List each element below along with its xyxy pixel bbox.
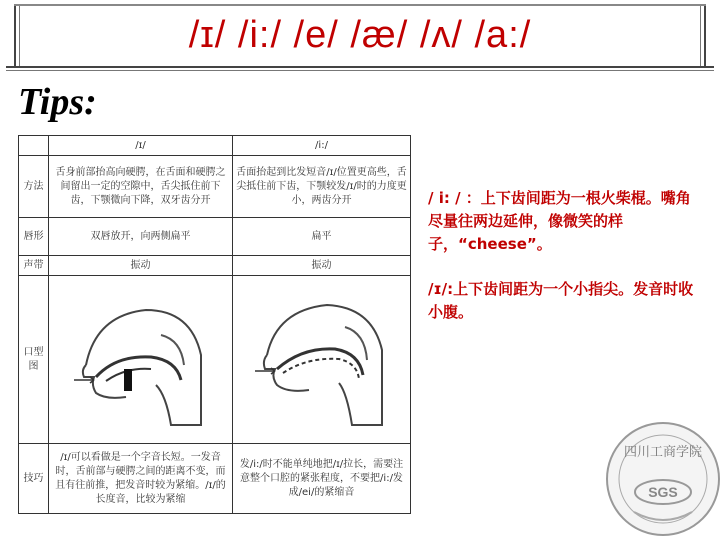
mouth-diagram-cell <box>49 276 233 444</box>
table-row <box>19 276 411 444</box>
tips-heading: Tips: <box>18 81 97 123</box>
table-row <box>19 256 411 276</box>
table-cell: 双唇放开，向两侧扁平 <box>49 218 233 256</box>
row-label: 声带 <box>19 256 49 276</box>
table-cell: 振动 <box>233 256 411 276</box>
table-cell: 扁平 <box>233 218 411 256</box>
table-cell: 舌身前部抬高向硬腭，在舌面和硬腭之间留出一定的空隙中，舌尖抵住前下齿，下颚微向下降，双牙齿分开 <box>49 156 233 218</box>
logo-text: 四川工商学院 <box>623 445 703 460</box>
mouth-diagram-cell <box>233 276 411 444</box>
table-cell: 舌面抬起到比发短音/ɪ/位置更高些，舌尖抵住前下齿，下颚较发/ɪ/时的力度更小，两齿分开 <box>233 156 411 218</box>
row-label: 方法 <box>19 156 49 218</box>
table-cell: 振动 <box>49 256 233 276</box>
university-logo <box>604 420 720 538</box>
table-row <box>19 156 411 218</box>
row-label: 唇形 <box>19 218 49 256</box>
frame-top-line <box>14 4 706 6</box>
frame-bottom-line-inner <box>6 70 714 71</box>
mouth-diagram-long-i <box>247 285 397 435</box>
row-label: 口型图 <box>19 276 49 444</box>
mouth-diagram-short-i <box>66 285 216 435</box>
table-header-cell: /ɪ/ <box>49 136 233 156</box>
table-header-row <box>19 136 411 156</box>
table-row <box>19 444 411 514</box>
row-label: 技巧 <box>19 444 49 514</box>
frame-bottom-line <box>6 66 714 68</box>
table-cell: /ɪ/可以看做是一个字音长短。一发音时，舌前部与硬腭之间的距离不变，而且有往前推，把发音时较为紧缩。/ɪ/的长度音，比较为紧缩 <box>49 444 233 514</box>
table-row <box>19 218 411 256</box>
table-cell: 发/i:/时不能单纯地把/ɪ/拉长，需要注意整个口腔的紧张程度，不要把/i:/发成/ei/的紧缩音 <box>233 444 411 514</box>
slide-title: /ɪ/ /i:/ /e/ /æ/ /ʌ/ /a:/ <box>188 14 532 56</box>
table-header-cell: /i:/ <box>233 136 411 156</box>
logo-sub-text: SGS <box>648 484 678 500</box>
phonetics-table <box>18 135 411 514</box>
note-short-i: /ɪ/:上下齿间距为一个小指尖。发音时收小腹。 <box>428 280 694 321</box>
note-long-i: / i: / ：上下齿间距为一根火柴棍。嘴角尽量往两边延伸，像微笑的样子，“cheese”。 <box>428 189 691 253</box>
table-header-cell <box>19 136 49 156</box>
pronunciation-notes <box>428 187 698 346</box>
